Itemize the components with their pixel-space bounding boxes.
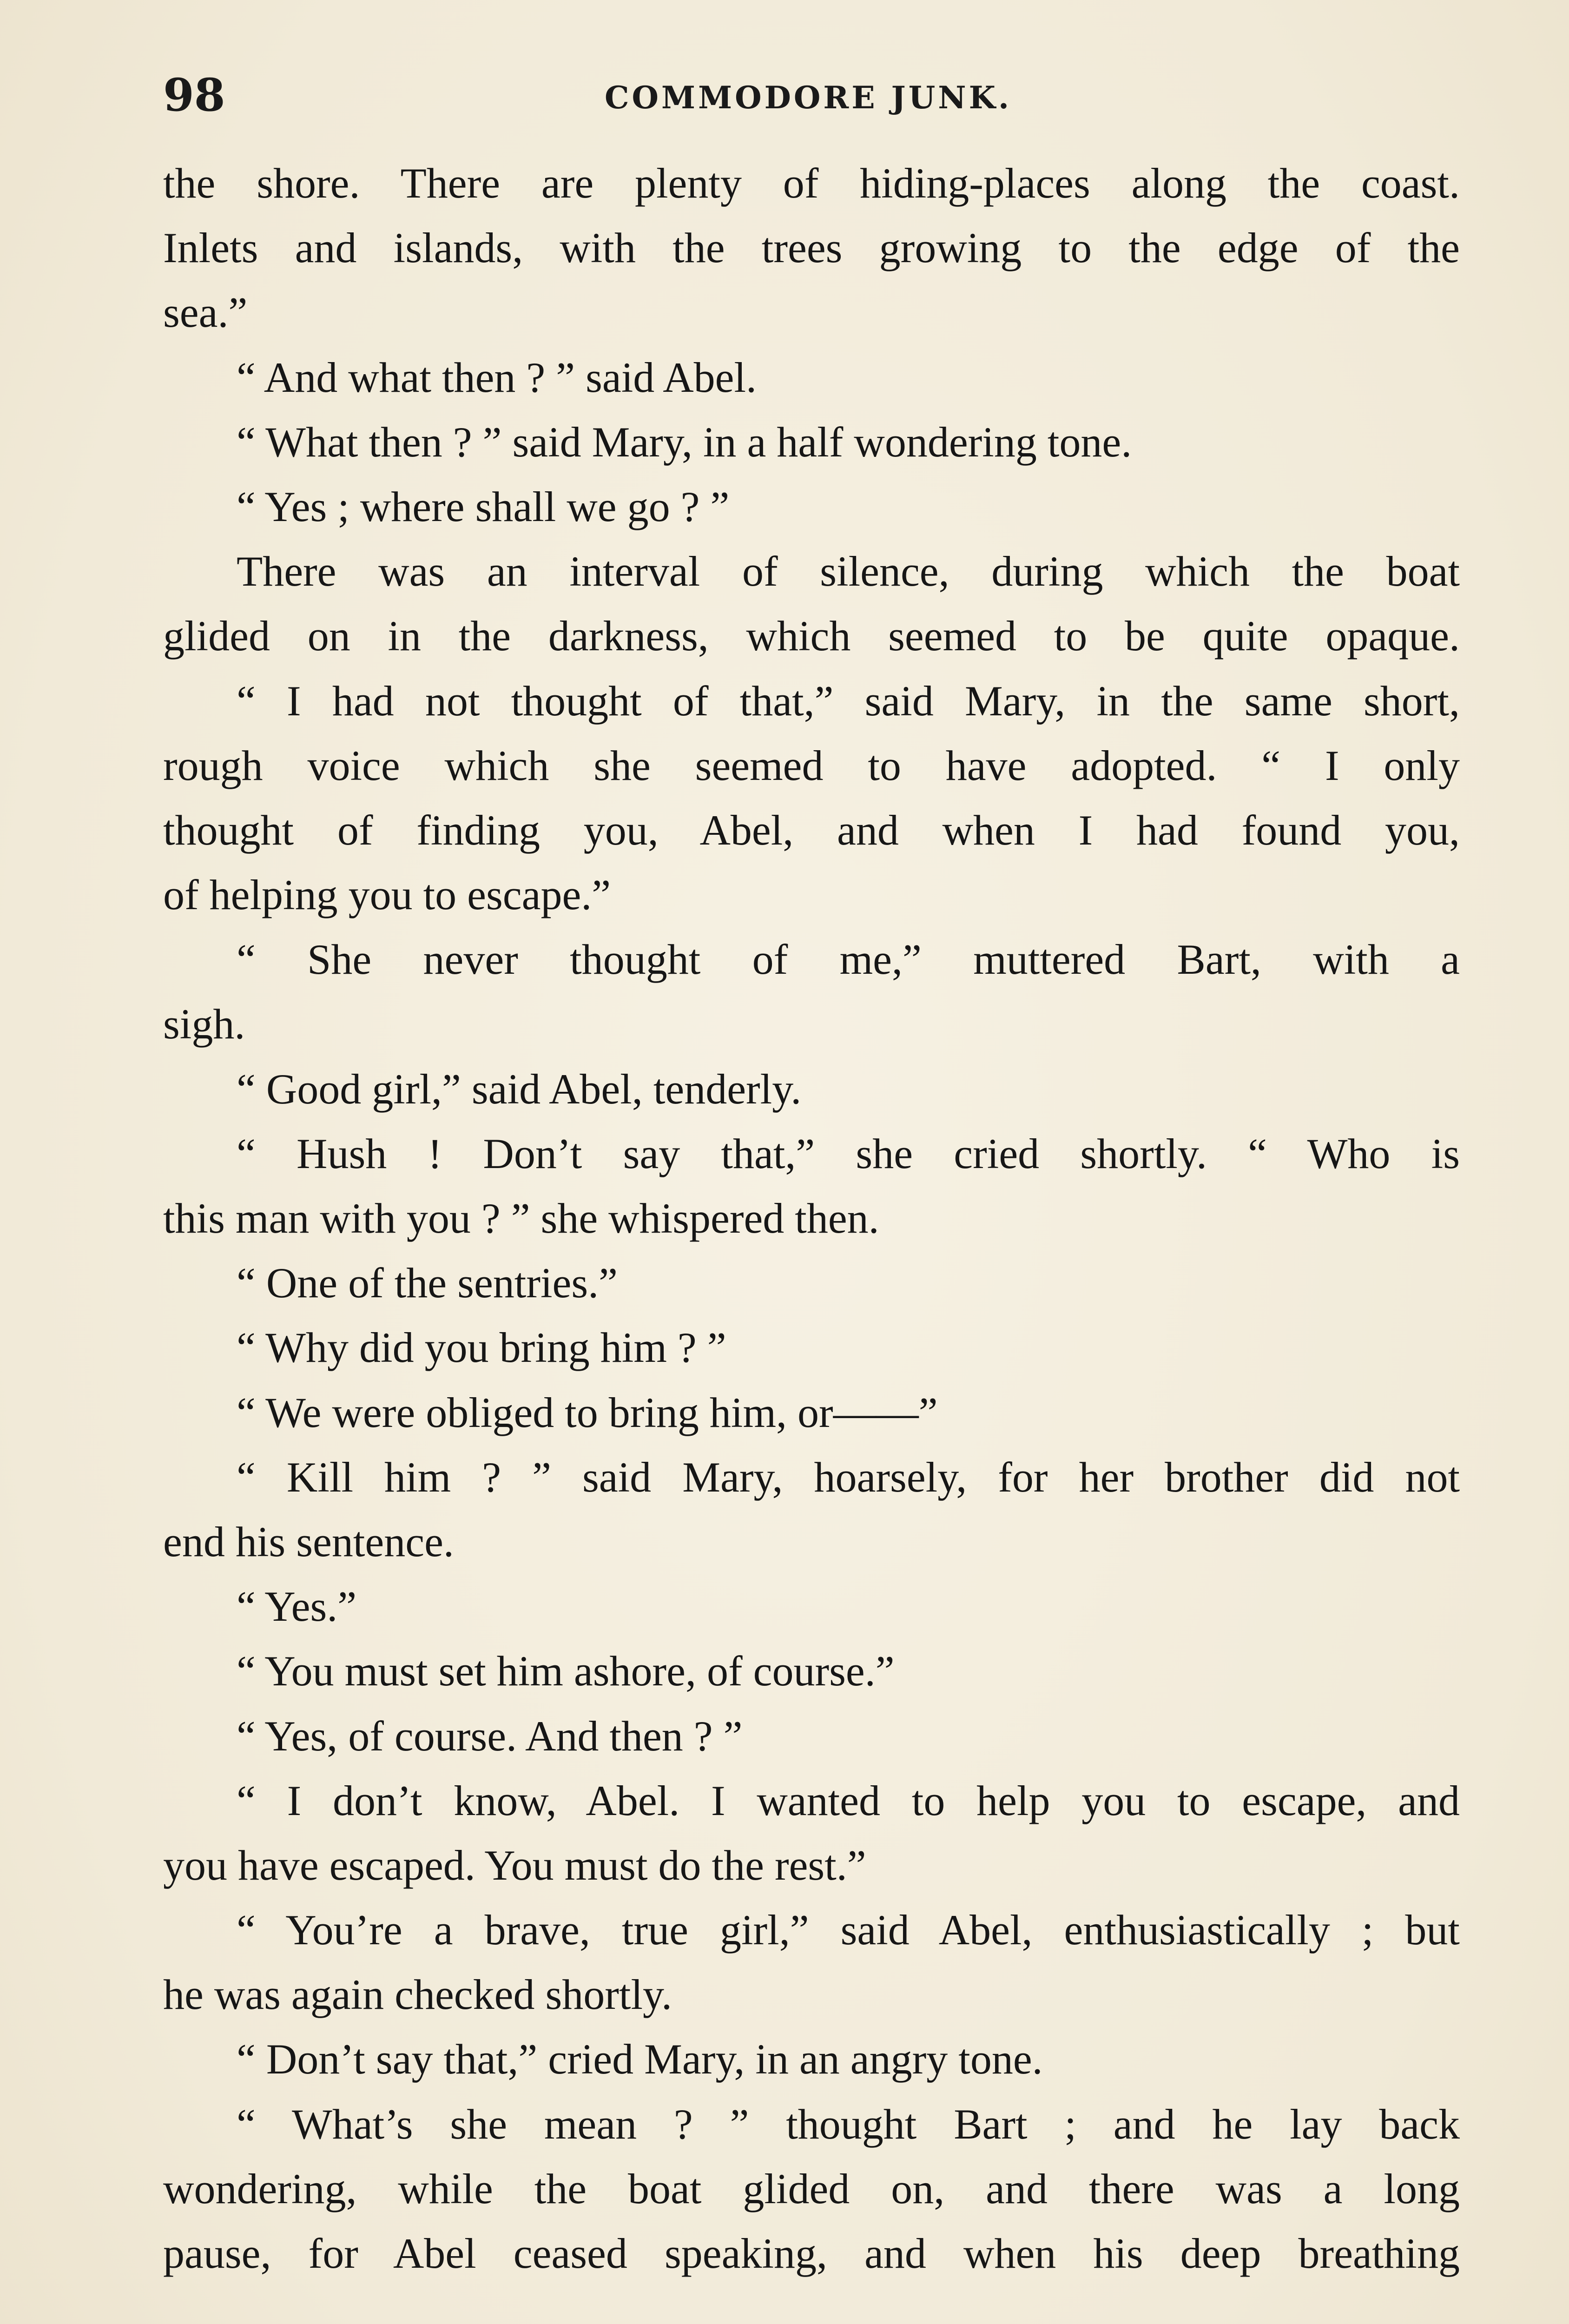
text-line: “ Don’t say that,” cried Mary, in an angry tone. bbox=[237, 2035, 1043, 2083]
text-line: “ What then ? ” said Mary, in a half wondering tone. bbox=[237, 418, 1132, 466]
page-header bbox=[163, 60, 1460, 130]
text-line: “ Kill him ? ” said Mary, hoarsely, for her brother did not bbox=[237, 1453, 1460, 1501]
text-line: “ You must set him ashore, of course.” bbox=[237, 1647, 895, 1695]
text-line: rough voice which she seemed to have adopted. “ I only bbox=[163, 741, 1460, 789]
page-number: 98 bbox=[163, 69, 225, 121]
text-line: he was again checked shortly. bbox=[163, 1971, 672, 2019]
text-line: “ She never thought of me,” muttered Bart, with a bbox=[237, 936, 1460, 984]
text-line: Inlets and islands, with the trees growing to the edge of the bbox=[163, 224, 1460, 272]
text-line: “ Yes, of course. And then ? ” bbox=[237, 1712, 743, 1760]
text-line: the shore. There are plenty of hiding-places along the coast. bbox=[163, 159, 1460, 207]
text-line: “ Yes.” bbox=[237, 1583, 357, 1631]
text-line: “ Why did you bring him ? ” bbox=[237, 1324, 726, 1372]
text-line: “ Good girl,” said Abel, tenderly. bbox=[237, 1065, 802, 1113]
text-line: you have escaped. You must do the rest.” bbox=[163, 1841, 866, 1889]
text-line: end his sentence. bbox=[163, 1518, 454, 1565]
running-head: COMMODORE JUNK. bbox=[605, 79, 1012, 116]
text-line: “ One of the sentries.” bbox=[237, 1259, 618, 1307]
text-line: “ Hush ! Don’t say that,” she cried shortly. “ Who is bbox=[237, 1129, 1460, 1177]
text-line: “ I had not thought of that,” said Mary, in the same short, bbox=[237, 677, 1460, 725]
text-line: sigh. bbox=[163, 1000, 245, 1048]
text-line: sea.” bbox=[163, 289, 248, 337]
text-line: There was an interval of silence, during which the boat bbox=[237, 548, 1460, 595]
text-line: “ What’s she mean ? ” thought Bart ; and he lay back bbox=[237, 2100, 1460, 2148]
text-line: this man with you ? ” she whispered then. bbox=[163, 1195, 879, 1242]
text-line: glided on in the darkness, which seemed to be quite opaque. bbox=[163, 612, 1460, 660]
text-line: “ We were obliged to bring him, or——” bbox=[237, 1388, 938, 1436]
text-line: thought of finding you, Abel, and when I had found you, bbox=[163, 806, 1460, 854]
text-line: “ You’re a brave, true girl,” said Abel, enthusiastically ; but bbox=[237, 1906, 1460, 1954]
text-line: pause, for Abel ceased speaking, and when his deep breathing bbox=[163, 2230, 1460, 2277]
text-line: of helping you to escape.” bbox=[163, 871, 611, 919]
text-line: “ And what then ? ” said Abel. bbox=[237, 353, 757, 401]
body-text bbox=[163, 151, 1460, 2286]
text-line: wondering, while the boat glided on, and there was a long bbox=[163, 2165, 1460, 2212]
text-line: “ Yes ; where shall we go ? ” bbox=[237, 482, 730, 530]
text-line: “ I don’t know, Abel. I wanted to help you to escape, and bbox=[237, 1776, 1460, 1824]
